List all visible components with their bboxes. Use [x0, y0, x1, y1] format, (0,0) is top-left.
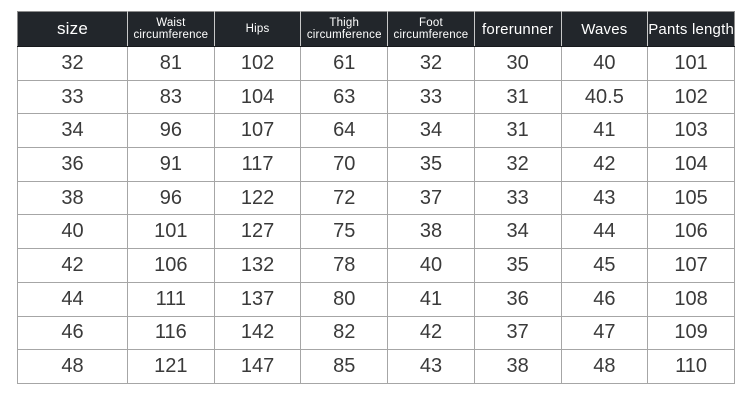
table-cell: 70	[301, 148, 388, 182]
table-cell: 32	[18, 47, 128, 81]
table-cell: 46	[561, 282, 648, 316]
table-cell: 33	[474, 181, 561, 215]
column-header-waist-circumference: Waist circumference	[128, 12, 215, 47]
table-cell: 96	[128, 181, 215, 215]
table-cell: 111	[128, 282, 215, 316]
table-cell: 61	[301, 47, 388, 81]
table-cell: 42	[388, 316, 475, 350]
table-cell: 109	[648, 316, 735, 350]
table-cell: 42	[18, 249, 128, 283]
table-cell: 43	[388, 350, 475, 384]
table-row	[18, 148, 735, 182]
table-cell: 106	[648, 215, 735, 249]
table-cell: 30	[474, 47, 561, 81]
column-header-thigh-circumference: Thigh circumference	[301, 12, 388, 47]
table-cell: 83	[128, 80, 215, 114]
table-cell: 41	[561, 114, 648, 148]
table-cell: 38	[474, 350, 561, 384]
table-row	[18, 282, 735, 316]
table-cell: 103	[648, 114, 735, 148]
table-cell: 36	[18, 148, 128, 182]
table-cell: 34	[18, 114, 128, 148]
table-cell: 122	[214, 181, 301, 215]
table-cell: 78	[301, 249, 388, 283]
table-cell: 35	[388, 148, 475, 182]
table-cell: 132	[214, 249, 301, 283]
table-cell: 37	[474, 316, 561, 350]
table-cell: 42	[561, 148, 648, 182]
table-cell: 31	[474, 114, 561, 148]
table-cell: 63	[301, 80, 388, 114]
table-cell: 107	[214, 114, 301, 148]
table-cell: 85	[301, 350, 388, 384]
table-cell: 40.5	[561, 80, 648, 114]
table-cell: 105	[648, 181, 735, 215]
table-cell: 37	[388, 181, 475, 215]
table-cell: 75	[301, 215, 388, 249]
table-body	[18, 47, 735, 384]
column-header-pants-length: Pants length	[648, 12, 735, 47]
table-cell: 102	[648, 80, 735, 114]
table-cell: 101	[128, 215, 215, 249]
table-cell: 107	[648, 249, 735, 283]
table-row	[18, 47, 735, 81]
table-cell: 46	[18, 316, 128, 350]
table-cell: 91	[128, 148, 215, 182]
table-cell: 110	[648, 350, 735, 384]
table-cell: 142	[214, 316, 301, 350]
table-cell: 147	[214, 350, 301, 384]
table-cell: 81	[128, 47, 215, 81]
table-cell: 80	[301, 282, 388, 316]
table-cell: 106	[128, 249, 215, 283]
table-row	[18, 114, 735, 148]
table-cell: 104	[648, 148, 735, 182]
table-cell: 45	[561, 249, 648, 283]
table-cell: 40	[388, 249, 475, 283]
table-cell: 34	[388, 114, 475, 148]
table-cell: 108	[648, 282, 735, 316]
table-cell: 117	[214, 148, 301, 182]
column-header-forerunner: forerunner	[474, 12, 561, 47]
table-cell: 102	[214, 47, 301, 81]
table-row	[18, 181, 735, 215]
table-cell: 33	[18, 80, 128, 114]
table-row	[18, 215, 735, 249]
table-cell: 48	[18, 350, 128, 384]
table-cell: 44	[18, 282, 128, 316]
table-cell: 101	[648, 47, 735, 81]
table-cell: 48	[561, 350, 648, 384]
table-row	[18, 316, 735, 350]
table-cell: 72	[301, 181, 388, 215]
table-header	[18, 12, 735, 47]
column-header-size: size	[18, 12, 128, 47]
table-cell: 127	[214, 215, 301, 249]
table-cell: 38	[18, 181, 128, 215]
table-cell: 121	[128, 350, 215, 384]
table-row	[18, 249, 735, 283]
table-cell: 44	[561, 215, 648, 249]
table-cell: 116	[128, 316, 215, 350]
table-cell: 104	[214, 80, 301, 114]
column-header-waves: Waves	[561, 12, 648, 47]
table-cell: 36	[474, 282, 561, 316]
table-cell: 137	[214, 282, 301, 316]
table-cell: 33	[388, 80, 475, 114]
table-row	[18, 350, 735, 384]
pants-size-chart-table	[17, 11, 735, 384]
table-cell: 32	[388, 47, 475, 81]
table-row	[18, 80, 735, 114]
header-row	[18, 12, 735, 47]
table-cell: 32	[474, 148, 561, 182]
table-cell: 40	[561, 47, 648, 81]
table-cell: 82	[301, 316, 388, 350]
table-cell: 41	[388, 282, 475, 316]
column-header-hips: Hips	[214, 12, 301, 47]
column-header-foot-circumference: Foot circumference	[388, 12, 475, 47]
table-cell: 31	[474, 80, 561, 114]
table-cell: 35	[474, 249, 561, 283]
table-cell: 47	[561, 316, 648, 350]
table-cell: 64	[301, 114, 388, 148]
table-cell: 40	[18, 215, 128, 249]
table-cell: 96	[128, 114, 215, 148]
table-cell: 34	[474, 215, 561, 249]
table-cell: 38	[388, 215, 475, 249]
table-cell: 43	[561, 181, 648, 215]
